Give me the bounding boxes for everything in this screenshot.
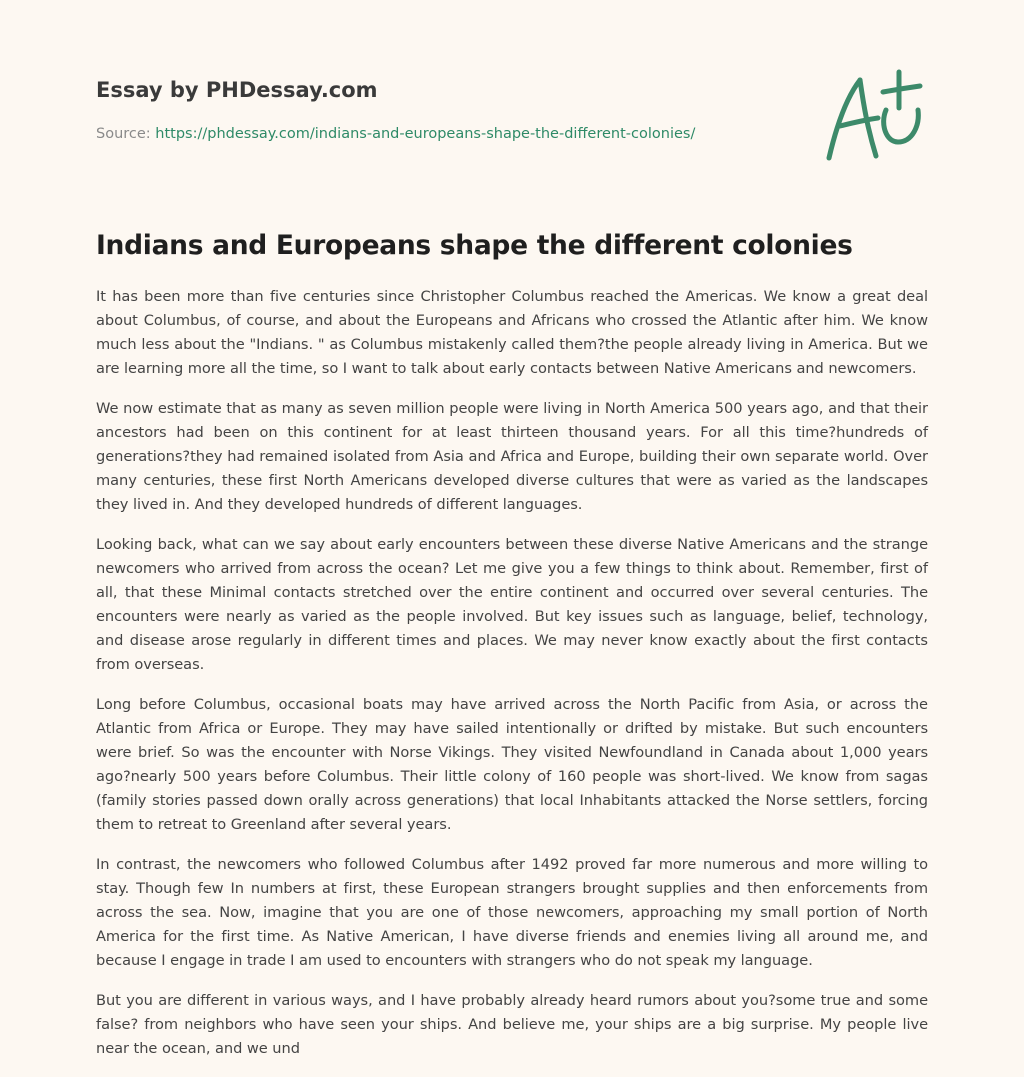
essay-paragraph: Long before Columbus, occasional boats may have arrived across the North Pacific from Asia, or across the Atlantic from Africa or Europe. They may have sailed intentionally or drifted by mistake. But such encounters were brief. So was the encounter with Norse Vikings. They visited Newfoundland in Canada about 1,000 years ago?nearly 500 years before Columbus. Their little colony of 160 people was short-lived. We know from sagas (family stories passed down orally across generations) that local Inhabitants attacked the Norse settlers, forcing them to retreat to Greenland after several years.: [96, 696, 928, 833]
source-link[interactable]: https://phdessay.com/indians-and-europeans-shape-the-different-colonies/: [155, 126, 696, 142]
a-plus-grade-icon: [820, 68, 930, 168]
source-line: [96, 124, 796, 144]
source-label: Source:: [96, 126, 151, 142]
page-header: [96, 76, 796, 144]
essay-paragraph: Looking back, what can we say about early encounters between these diverse Native Americans and the strange newcomers who arrived from across the ocean? Let me give you a few things to think about. Remember, first of all, that these Minimal contacts stretched over the entire continent and occurred over several centuries. The encounters were nearly as varied as the people involved. But key issues such as language, belief, technology, and disease arose regularly in different times and places. We may never know exactly about the first contacts from overseas.: [96, 536, 928, 673]
essay-paragraph: In contrast, the newcomers who followed Columbus after 1492 proved far more numerous and more willing to stay. Though few In numbers at first, these European strangers brought supplies and then enforcements from across the sea. Now, imagine that you are one of those newcomers, approaching my small portion of North America for the first time. As Native American, I have diverse friends and enemies living all around me, and because I engage in trade I am used to encounters with strangers who do not speak my language.: [96, 856, 928, 969]
essay-paragraph: But you are different in various ways, and I have probably already heard rumors about you?some true and some false? from neighbors who have seen your ships. And believe me, your ships are a big surprise. My people live near the ocean, and we und: [96, 992, 928, 1057]
essay-paragraph: It has been more than five centuries since Christopher Columbus reached the Americas. We know a great deal about Columbus, of course, and about the Europeans and Africans who crossed the Atlantic after him. We know much less about the "Indians. " as Columbus mistakenly called them?the people already living in America. But we are learning more all the time, so I want to talk about early contacts between Native Americans and newcomers.: [96, 288, 928, 377]
essay-body: [96, 285, 928, 1077]
site-title: Essay by PHDessay.com: [96, 78, 378, 102]
essay-title: Indians and Europeans shape the different colonies: [96, 230, 853, 261]
essay-paragraph: We now estimate that as many as seven million people were living in North America 500 years ago, and that their ancestors had been on this continent for at least thirteen thousand years. For all this time?hundreds of generations?they had remained isolated from Asia and Africa and Europe, building their own separate world. Over many centuries, these first North Americans developed diverse cultures that were as varied as the landscapes they lived in. And they developed hundreds of different languages.: [96, 400, 928, 513]
